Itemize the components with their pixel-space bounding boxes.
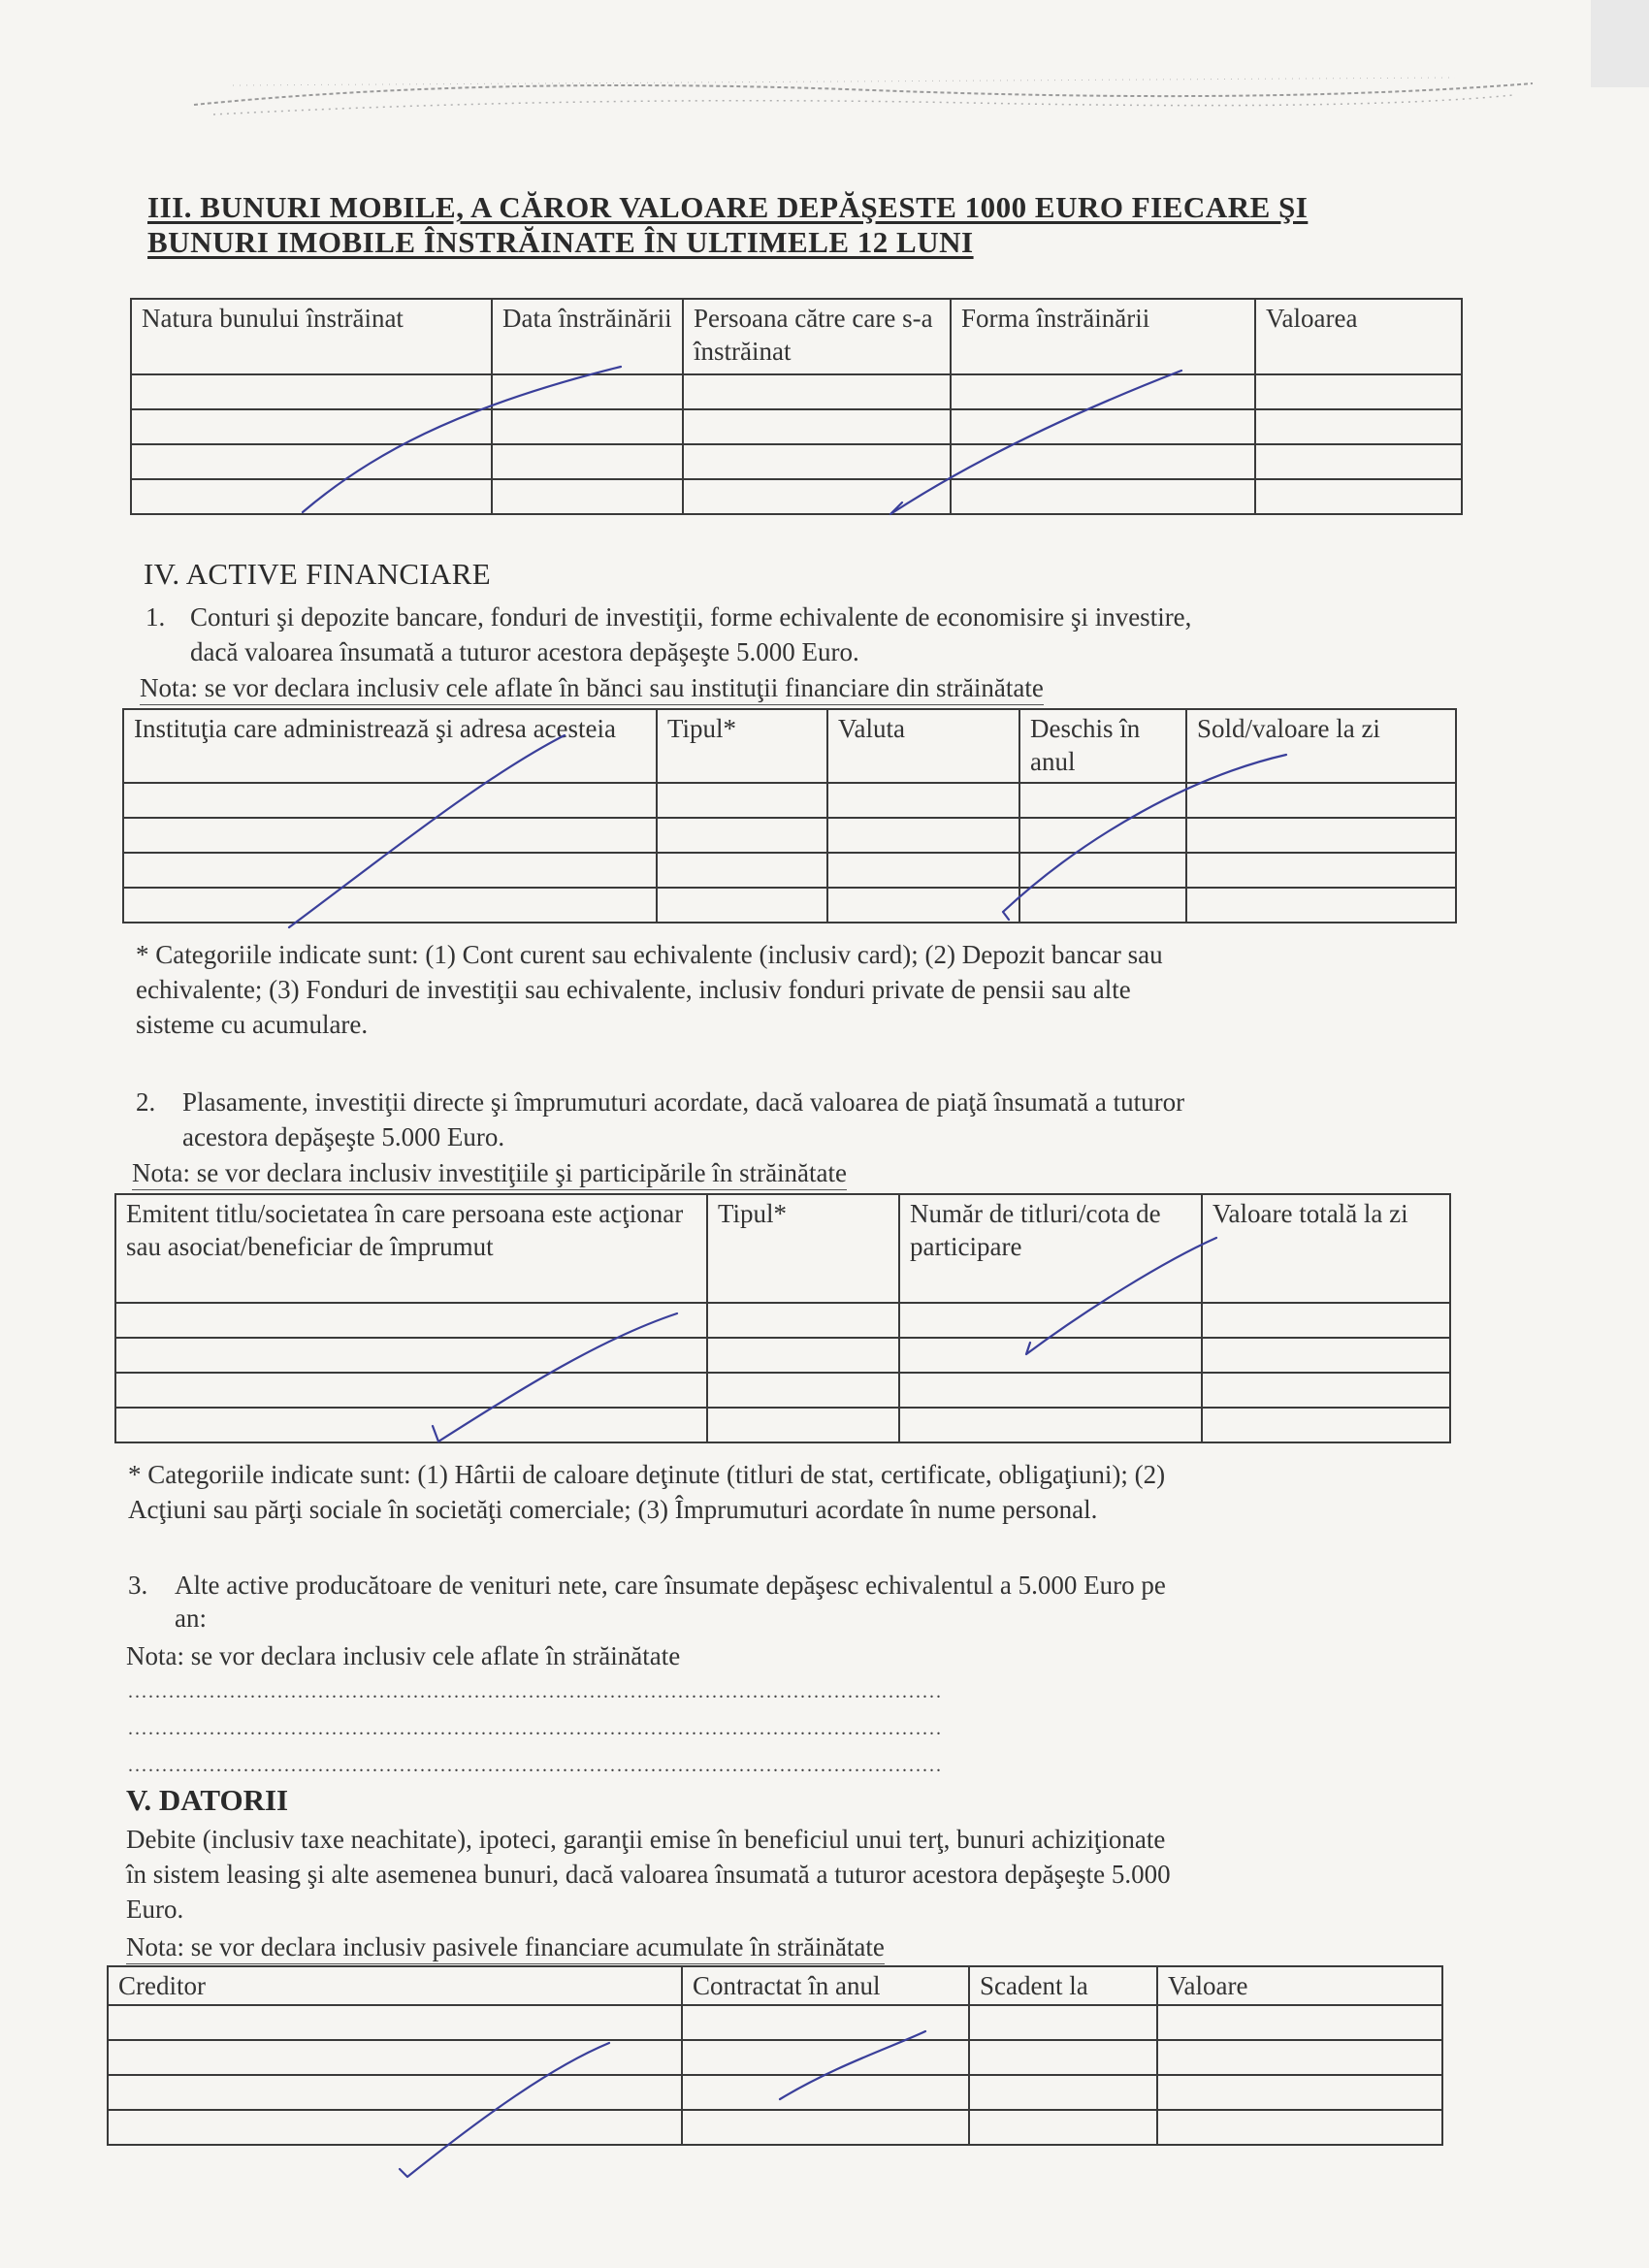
table-header-row [123, 709, 1456, 783]
col-header-institution: Instituţia care administrează şi adresa acesteia [123, 709, 657, 783]
col-header-opened-year: Deschis în anul [1019, 709, 1186, 783]
item-1-note: Nota: se vor declara inclusiv cele aflate în bănci sau instituţii financiare din străinătate [140, 671, 1044, 705]
table-row [131, 444, 1462, 479]
section-5-text-line-3: Euro. [126, 1895, 184, 1924]
item-1-text-line-2: dacă valoarea însumată a tuturor acestora depăşeşte 5.000 Euro. [190, 637, 859, 666]
table-header-row [131, 299, 1462, 374]
col-header-recipient: Persoana către care s-a înstrăinat [683, 299, 951, 374]
table-row [115, 1373, 1450, 1408]
section-5-text-line-1: Debite (inclusiv taxe neachitate), ipoteci, garanţii emise în beneficiul unui terţ, bunuri achiziţionate [126, 1825, 1166, 1854]
section-3-title-line-2: BUNURI IMOBILE ÎNSTRĂINATE ÎN ULTIMELE 12 LUNI [147, 225, 974, 259]
item-1-footnote-line-1: * Categoriile indicate sunt: (1) Cont curent sau echivalente (inclusiv card); (2) Depozit bancar sau [136, 940, 1163, 969]
dotted-line: ........................................................................................................................ [128, 1755, 943, 1776]
col-header-value: Valoare [1157, 1966, 1442, 2005]
item-2-text-line-2: acestora depăşeşte 5.000 Euro. [182, 1122, 505, 1151]
table-row [123, 818, 1456, 853]
item-1-footnote-line-3: sisteme cu acumulare. [136, 1010, 369, 1039]
item-2-text-line-1: Plasamente, investiţii directe şi împrumuturi acordate, dacă valoarea de piaţă însumată a tuturor [182, 1087, 1185, 1117]
col-header-date: Data înstrăinării [492, 299, 683, 374]
col-header-contracted-year: Contractat în anul [682, 1966, 969, 2005]
table-row [123, 783, 1456, 818]
table-row [115, 1303, 1450, 1338]
dotted-line: ........................................................................................................................ [128, 1718, 943, 1739]
col-header-currency: Valuta [827, 709, 1019, 783]
item-3-text-line-1: Alte active producătoare de venituri nete, care însumate depăşesc echivalentul a 5.000 Euro pe [175, 1571, 1166, 1600]
item-3-note: Nota: se vor declara inclusiv cele aflate în străinătate [126, 1641, 681, 1670]
table-row [131, 409, 1462, 444]
col-header-form: Forma înstrăinării [951, 299, 1255, 374]
investments-table [114, 1193, 1451, 1443]
col-header-due: Scadent la [969, 1966, 1157, 2005]
table-row [115, 1408, 1450, 1442]
table-row [131, 374, 1462, 409]
col-header-shares: Număr de titluri/cota de participare [899, 1194, 1202, 1303]
col-header-type: Tipul* [707, 1194, 899, 1303]
alienated-goods-table [130, 298, 1463, 515]
section-5-text-line-2: în sistem leasing şi alte asemenea bunuri, dacă valoarea însumată a tuturor acestora depăşeşte 5.000 [126, 1860, 1171, 1889]
col-header-total-value: Valoare totală la zi [1202, 1194, 1450, 1303]
table-row [123, 888, 1456, 923]
col-header-value: Valoarea [1255, 299, 1462, 374]
col-header-nature: Natura bunului înstrăinat [131, 299, 492, 374]
item-2-note: Nota: se vor declara inclusiv investiţiile şi participările în străinătate [132, 1156, 847, 1190]
table-header-row [115, 1194, 1450, 1303]
table-row [108, 2040, 1442, 2075]
table-row [131, 479, 1462, 514]
item-1-text-line-1: Conturi şi depozite bancare, fonduri de investiţii, forme echivalente de economisire şi investire, [190, 602, 1192, 632]
item-1-number: 1. [146, 602, 166, 632]
col-header-type: Tipul* [657, 709, 827, 783]
section-5-note: Nota: se vor declara inclusiv pasivele financiare acumulate în străinătate [126, 1930, 885, 1964]
section-5-title: V. DATORII [126, 1783, 289, 1817]
section-4-title: IV. ACTIVE FINANCIARE [144, 557, 491, 591]
col-header-issuer: Emitent titlu/societatea în care persoana este acţionar sau asociat/beneficiar de împrumut [115, 1194, 707, 1303]
table-row [115, 1338, 1450, 1373]
scan-noise-band [194, 66, 1533, 134]
table-header-row [108, 1966, 1442, 2005]
col-header-balance: Sold/valoare la zi [1186, 709, 1456, 783]
scan-corner-shadow [1436, 0, 1649, 87]
bank-accounts-table [122, 708, 1457, 923]
table-row [108, 2075, 1442, 2110]
table-row [108, 2005, 1442, 2040]
debts-table [107, 1965, 1443, 2146]
item-1-footnote-line-2: echivalente; (3) Fonduri de investiţii sau echivalente, inclusiv fonduri private de pensii sau alte [136, 975, 1131, 1004]
item-2-number: 2. [136, 1087, 156, 1117]
item-3-number: 3. [128, 1571, 148, 1600]
section-3-title-line-1: III. BUNURI MOBILE, A CĂROR VALOARE DEPĂŞESTE 1000 EURO FIECARE ŞI [147, 190, 1309, 224]
item-2-footnote-line-2: Acţiuni sau părţi sociale în societăţi comerciale; (3) Împrumuturi acordate în nume personal. [128, 1495, 1098, 1524]
table-row [108, 2110, 1442, 2145]
dotted-line: ........................................................................................................................ [128, 1681, 943, 1702]
item-3-text-line-2: an: [175, 1604, 207, 1633]
table-row [123, 853, 1456, 888]
item-2-footnote-line-1: * Categoriile indicate sunt: (1) Hârtii de caloare deţinute (titluri de stat, certificate, obligaţiuni); (2) [128, 1460, 1166, 1489]
col-header-creditor: Creditor [108, 1966, 682, 2005]
